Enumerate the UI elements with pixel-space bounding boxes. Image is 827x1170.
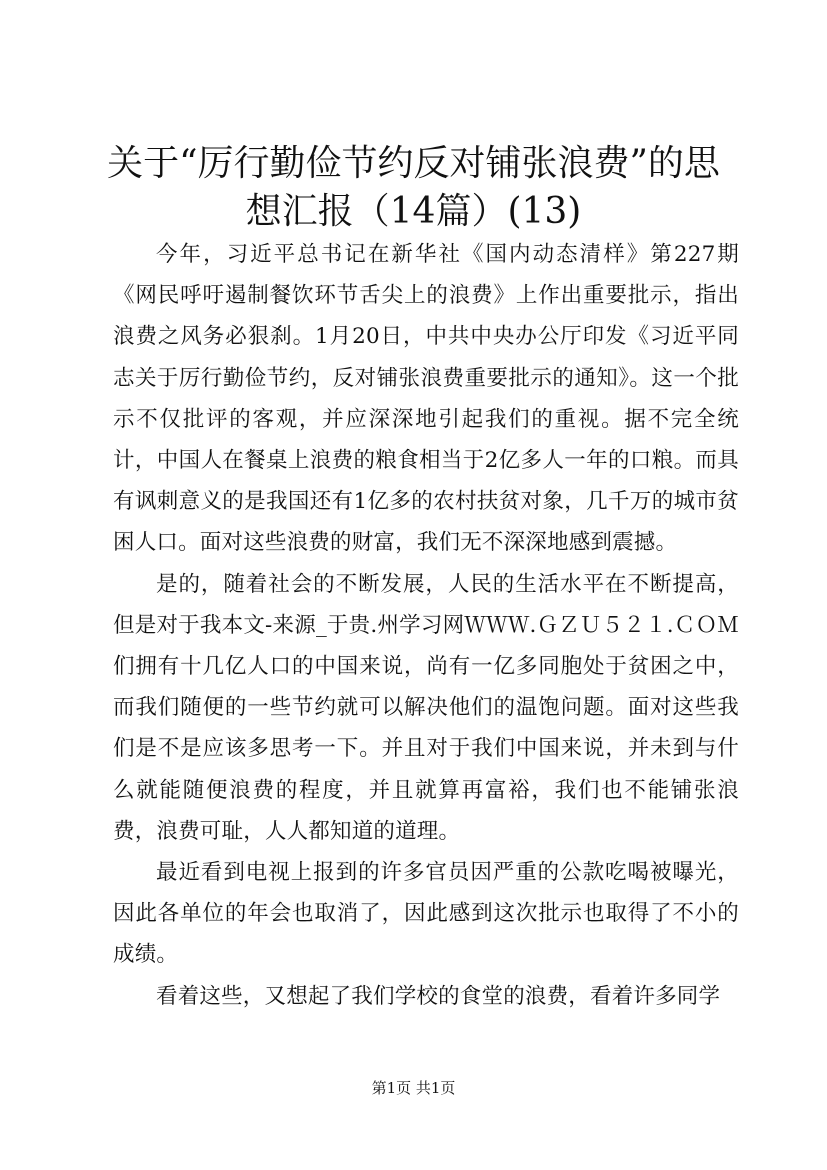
document-title: 关于“厉行勤俭节约反对铺张浪费”的思想汇报（14篇）(13) bbox=[107, 143, 720, 232]
paragraph-1: 今年，习近平总书记在新华社《国内动态清样》第227期《网民呼吁遏制餐饮环节舌尖上的浪费》上作出重要批示，指出浪费之风务必狠刹。1月20日，中共中央办公厅印发《习近平同志关于厉行勤俭节约，反对铺张浪费重要批示的通知》。这一个批示不仅批评的客观，并应深深地引起我们的重视。据不完全统计，中国人在餐桌上浪费的粮食相当于2亿多人一年的口粮。而具有讽刺意义的是我国还有1亿多的农村扶贫对象，几千万的城市贫困人口。面对这些浪费的财富，我们无不深深地感到震撼。 bbox=[113, 242, 739, 556]
document-body bbox=[113, 234, 739, 1017]
paragraph-3: 最近看到电视上报到的许多官员因严重的公款吃喝被曝光，因此各单位的年会也取消了，因此感到这次批示也取得了不小的成绩。 bbox=[113, 860, 739, 968]
paragraph-4: 看着这些，又想起了我们学校的食堂的浪费，看着许多同学 bbox=[156, 983, 721, 1009]
page-footer: 第1页 共1页 bbox=[371, 1079, 456, 1097]
paragraph-2: 是的，随着社会的不断发展，人民的生活水平在不断提高，但是对于我本文-来源_于贵.州学习网ＷＷＷ.ＧＺＵ５２１.ＣＯＭ们拥有十几亿人口的中国来说，尚有一亿多同胞处于贫困之中，而我们随便的一些节约就可以解决他们的温饱问题。面对这些我们是不是应该多思考一下。并且对于我们中国来说，并未到与什么就能随便浪费的程度，并且就算再富裕，我们也不能铺张浪费，浪费可耻，人人都知道的道理。 bbox=[113, 571, 739, 844]
